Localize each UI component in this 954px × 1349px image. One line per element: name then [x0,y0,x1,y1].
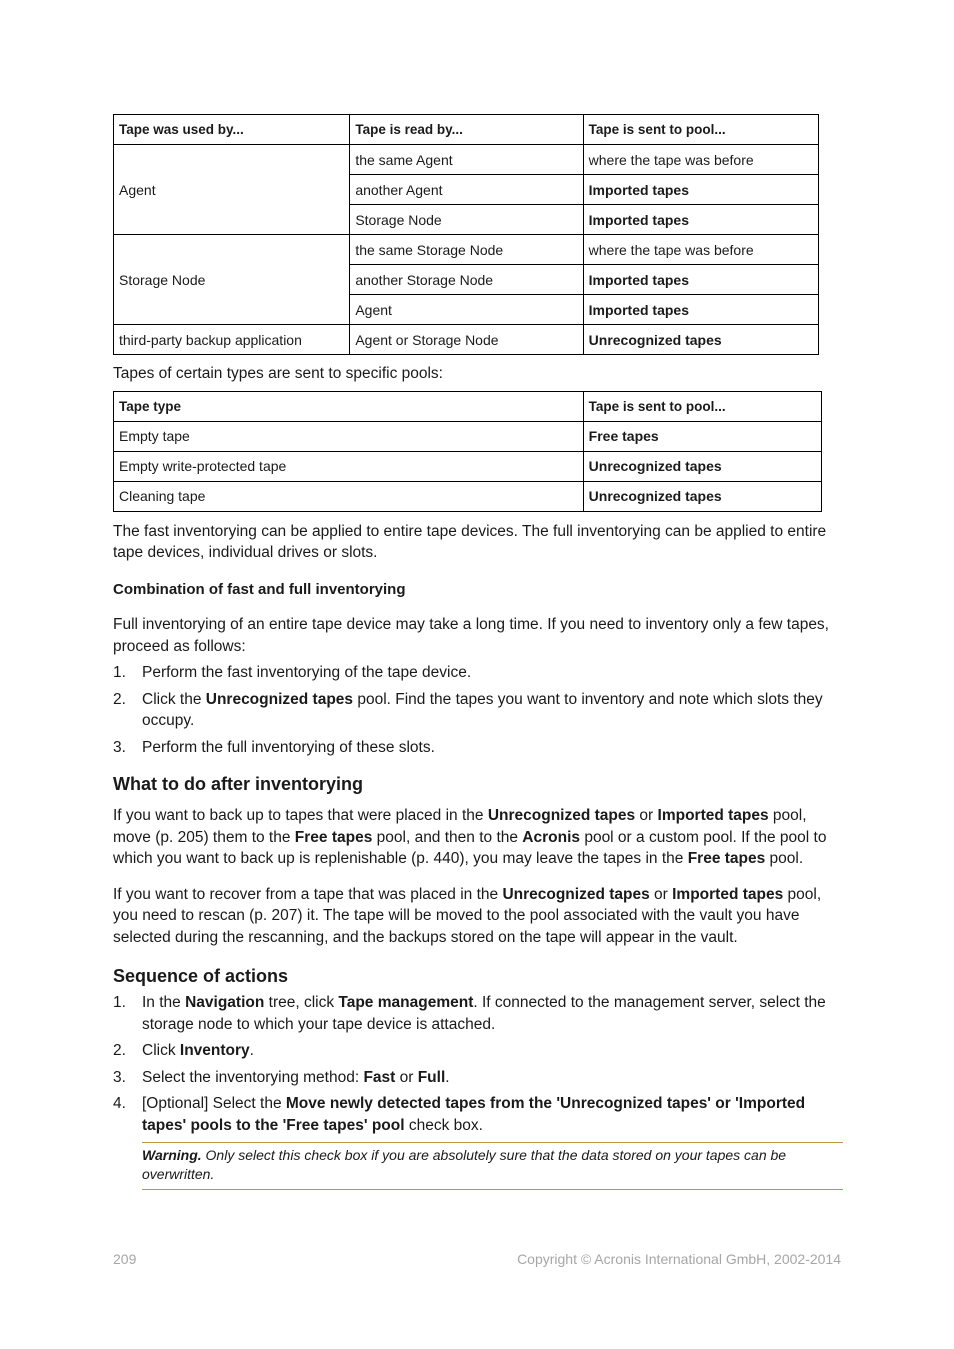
pool-cell: Imported tapes [583,175,818,205]
tape-type-cell: Empty write-protected tape [114,451,584,481]
after-paragraph-2: If you want to recover from a tape that was placed in the Unrecognized tapes or Imported tapes pool, you need to rescan (p. 207) it. The tape will be moved to the pool associated with the vault you have selected during the rescanning, and the backups stored on the tape will appear in the vault. [113,885,822,946]
step-number: 4. [113,1095,126,1112]
table-row [114,145,819,175]
table-row [114,421,822,451]
table-row [114,235,819,265]
pool-cell: Imported tapes [583,295,818,325]
table-header-row [114,391,822,421]
column-header: Tape was used by... [114,115,350,145]
column-header: Tape is sent to pool... [583,115,818,145]
page-number: 209 [113,1251,137,1267]
column-header: Tape is read by... [350,115,583,145]
list-item: 2. Click Inventory. [113,1040,843,1062]
after-paragraph-1: If you want to back up to tapes that were placed in the Unrecognized tapes or Imported tapes pool, move (p. 205) them to the Free tapes pool, and then to the Acronis pool or a custom pool. If the pool to which you want to back up is replenishable (p. 440), you may leave the tapes in the Free tapes pool. [113,807,827,867]
table-row [114,325,819,355]
list-item: 3. Select the inventorying method: Fast or Full. [113,1067,843,1089]
list-item [113,662,843,684]
step-text: pool. Find the tapes you want to inventory and note which slots they occupy. [142,690,823,729]
step-number: 2. [113,1042,126,1059]
read-by-cell: the same Storage Node [350,235,583,265]
sequence-heading: Sequence of actions [113,966,289,986]
list-item: 1. In the Navigation tree, click Tape management. If connected to the management server, select the storage node to which your tape device is attached. [113,994,826,1033]
used-by-cell: third-party backup application [114,325,350,355]
read-by-cell: another Agent [350,175,583,205]
pool-cell: Free tapes [583,421,821,451]
combination-heading: Combination of fast and full inventorying [113,580,406,598]
combination-steps [113,662,843,758]
tape-type-cell: Empty tape [114,421,584,451]
tape-type-cell: Cleaning tape [114,481,584,511]
step-number: 3. [113,1068,126,1086]
read-by-cell: the same Agent [350,145,583,175]
copyright: Copyright © Acronis International GmbH, 2002-2014 [517,1251,841,1267]
pool-cell: Imported tapes [583,205,818,235]
table-row [114,481,822,511]
list-item [113,689,843,732]
table-header-row [114,115,819,145]
column-header: Tape type [114,391,584,421]
pool-cell: Unrecognized tapes [583,325,818,355]
list-item: 4. [Optional] Select the Move newly detected tapes from the 'Unrecognized tapes' or 'Imported tapes' pools to the 'Free tapes' pool check box. [113,1095,806,1134]
step-number: 1. [113,664,126,681]
table2-intro: Tapes of certain types are sent to specific pools: [113,365,443,382]
step-number: 3. [113,738,126,756]
combination-intro: Full inventorying of an entire tape device may take a long time. If you need to inventory only a few tapes, proceed as follows: [113,616,829,655]
tape-pool-table [113,114,819,355]
sequence-steps [113,992,843,1136]
fast-full-paragraph: The fast inventorying can be applied to entire tape devices. The full inventorying can be applied to entire tape devices, individual drives or slots. [113,522,827,561]
pool-cell: where the tape was before [583,145,818,175]
read-by-cell: another Storage Node [350,265,583,295]
step-text: Perform the fast inventorying of the tape device. [142,664,472,681]
read-by-cell: Agent or Storage Node [350,325,583,355]
step-text: Click the [142,690,206,708]
used-by-cell: Storage Node [114,235,350,325]
after-inventory-heading: What to do after inventorying [113,774,363,794]
document-page [113,114,843,1190]
pool-cell: Imported tapes [583,265,818,295]
column-header: Tape is sent to pool... [583,391,821,421]
read-by-cell: Agent [350,295,583,325]
tape-type-table [113,391,822,512]
pool-cell: Unrecognized tapes [583,481,821,511]
warning-text: Only select this check box if you are absolutely sure that the data stored on your tapes can be overwritten. [142,1147,787,1182]
pool-cell: Unrecognized tapes [583,451,821,481]
step-number: 1. [113,994,126,1011]
read-by-cell: Storage Node [350,205,583,235]
pool-cell: where the tape was before [583,235,818,265]
step-text: Perform the full inventorying of these slots. [142,738,435,756]
used-by-cell: Agent [114,145,350,235]
table-row [114,451,822,481]
step-number: 2. [113,690,126,708]
pool-name: Unrecognized tapes [205,690,354,708]
list-item [113,737,843,759]
warning-note [142,1142,843,1190]
warning-label: Warning. [142,1147,202,1163]
